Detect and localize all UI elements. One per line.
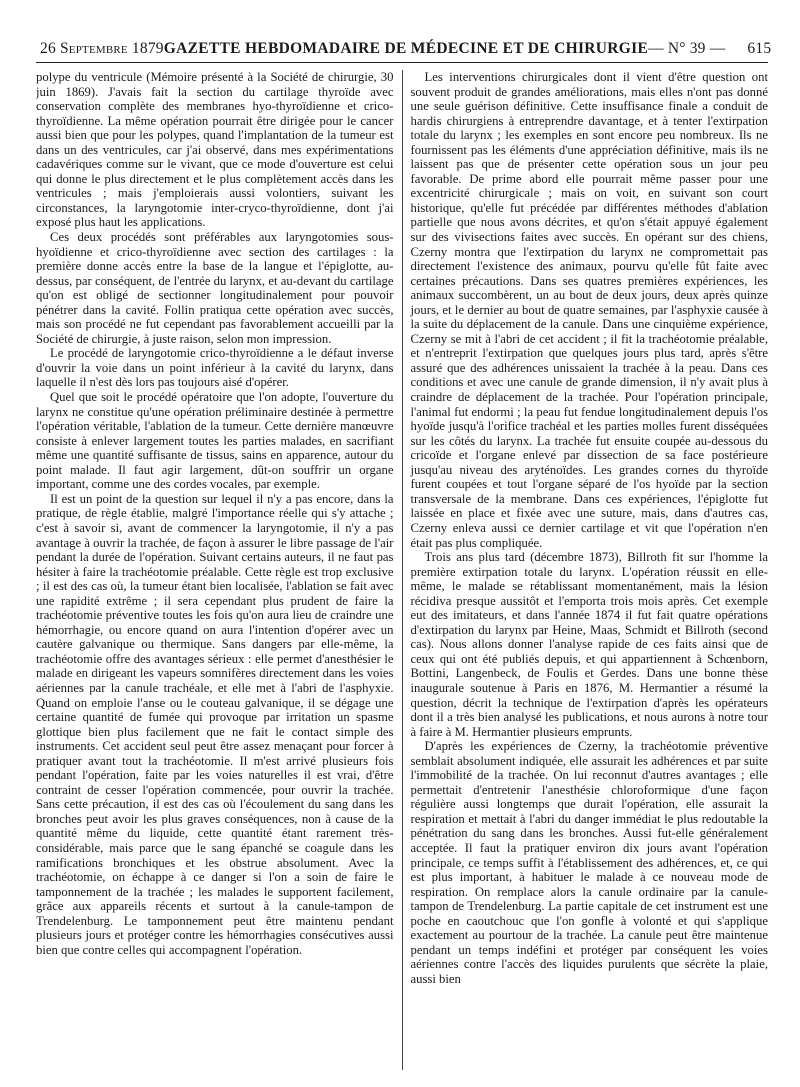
paragraph: Quel que soit le procédé opératoire que l'on adopte, l'ouverture du larynx ne constitue qu'une opération préliminaire destinée à permettre l'opération véritable, l'ablation de la tumeur. Cette dernière manœuvre consiste à enlever largement toutes les parties malades, en sacrifiant même une quantité suffisante de tissus, sains en apparence, autour du point malade. Il faut agir largement, dût-on souffrir un organe important, comme une des cordes vocales, par exemple. <box>36 390 394 492</box>
paragraph: Ces deux procédés sont préférables aux laryngotomies sous-hyoïdienne et crico-thyroïdienne avec section des cartilages : la première donne accès entre la base de la langue et l'épiglotte, au-dessus, par conséquent, de l'entrée du larynx, et au-devant du cartilage qu'on est obligé de sectionner longitudinalement pour pouvoir pénétrer dans la cavité. Follin pratiqua cette opération avec succès, mais son procédé ne fut cependant pas favorablement accueilli par la Société de chirurgie, à juste raison, selon mon impression. <box>36 230 394 346</box>
paragraph: Trois ans plus tard (décembre 1873), Billroth fit sur l'homme la première extirpation totale du larynx. L'opération réussit en elle-même, le malade se rétablissant momentanément, mais la lésion récidiva presque aussitôt et l'emporta trois mois après. Cet exemple eut des imitateurs, et dans l'année 1874 il fut fait quatre opérations d'extirpation du larynx par Heine, Maas, Schmidt et Billroth (second cas). Nous allons donner l'analyse rapide de ces faits ainsi que de ceux qui ont été publiés depuis, et qui appartiennent à Schœnborn, Bottini, Langenbeck, de Foulis et Gerdes. Dans une bonne thèse inaugurale soutenue à Paris en 1876, M. Hermantier a résumé la question, décrit la technique de l'extirpation d'après les opérateurs dont il a très bien analysé les publications, et nous aurons à notre tour à faire à M. Hermantier plusieurs emprunts. <box>410 550 768 739</box>
paragraph: Il est un point de la question sur lequel il n'y a pas encore, dans la pratique, de règle établie, malgré l'importance réelle qui s'y attache ; c'est à savoir si, avant de commencer la laryngotomie, il n'y a pas avantage à ouvrir la trachée, de façon à assurer le libre passage de l'air pendant la durée de l'opération. Suivant certains auteurs, il ne faut pas hésiter à faire la trachéotomie préalable. Cette règle est trop exclusive ; il est des cas où, la tumeur étant bien localisée, l'ablation se fait avec une rapidité extrême ; il sera cependant plus prudent de faire la trachéotomie préventive toutes les fois qu'on aura lieu de craindre une hémorrhagie, ou encore quand on aura l'intention d'opérer avec un cautère galvanique ou thermique. Sans dangers par elle-même, la trachéotomie offre des avantages sérieux : elle permet d'anesthésier le malade en dirigeant les vapeurs somnifères directement dans les voies aériennes par la canule trachéale, et elle met à l'abri de l'asphyxie. Quand on emploie l'anse ou le couteau galvanique, il se dégage une certaine quantité de fumée qui provoque par irritation un spasme glottique bien plus facilement que ne fait le contact simple des instruments. Cet accident seul peut être assez menaçant pour forcer à pratiquer avant tout la trachéotomie. Il m'est arrivé plusieurs fois pendant l'opération, faite par les voies naturelles il est vrai, d'être contraint de cesser l'opération commencée, pour ouvrir la trachée. Sans cette précaution, il est des cas où l'écoulement du sang dans les bronches peut avoir les plus graves conséquences, non à cause de la quantité même du liquide, cette quantité étant rarement très-considérable, mais parce que le sang épanché se coagule dans les ramifications bronchiques et les obstrue absolument. Avec la trachéotomie, on échappe à ce danger si l'on a soin de faire le tamponnement de la trachée ; les malades le supportent facilement, grâce aux appareils récents et surtout à la canule-tampon de Trendelenburg. Le tamponnement peut être maintenu pendant plusieurs jours et protéger contre les hémorrhagies consécutives aussi bien que contre celles qui accompagnent l'opération. <box>36 491 394 957</box>
paragraph: Les interventions chirurgicales dont il vient d'être question ont souvent produit de grandes améliorations, mais elles n'ont pas donné une seule guérison définitive. Cette insuffisance finale a conduit de hardis chirurgiens à entreprendre davantage, et à tenter l'extirpation totale du larynx ; les exemples en sont encore peu nombreux. Ils ne fournissent pas les éléments d'une appréciation définitive, mais ils ne laissent pas que de présenter cette opération sous un jour peu favorable. De prime abord elle pourrait même passer pour une excentricité chirurgicale ; mais on voit, en suivant son court historique, qu'elle fut précédée par différentes méthodes d'ablation partielle que nous avons décrites, et qu'on s'était appuyé également sur des vivisections faites avec succès. En opérant sur des chiens, Czerny montra que l'extirpation du larynx ne compromettait pas directement l'existence des animaux, pourvu qu'elle fût faite avec certaines précautions. Dans ses quatres premières expériences, les animaux succombèrent, un au bout de deux jours, deux après quinze jours, et le dernier au bout de quatre semaines, par l'asphyxie causée à la suite du déplacement de la canule. Dans une cinquième expérience, Czerny se mit à l'abri de cet accident ; il fit la trachéotomie préalable, et n'entreprit l'extirpation que quelques jours plus tard, après s'être assuré que des adhérences unissaient la trachée à la peau. Dans ces conditions et avec une canule de grande dimension, il n'y avait plus à craindre de déplacement de la trachée. Pour l'opération principale, l'animal fut endormi ; la peau fut fendue longitudinalement depuis l'os hyoïde jusqu'à l'orifice trachéal et les parties molles furent disséquées sur les côtés du larynx. La trachée fut ensuite coupée au-dessous du cricoïde et l'organe enlevé par dissection de sa face postérieure jusqu'au niveau des aryténoïdes. Les grandes cornes du thyroïde furent coupées et tout l'organe séparé de l'os hyoïde par la section transversale de la membrane. Dans ces expériences, l'épiglotte fut laissée en place et fixée avec une suture, mais, dans d'autres cas, Czerny enleva aussi ce dernier cartilage et vit que l'opération n'en était pas plus compliquée. <box>410 70 768 550</box>
issue-number: — N° 39 — <box>648 40 726 57</box>
running-header <box>36 40 772 63</box>
right-column <box>402 70 769 1070</box>
text-columns <box>36 70 768 1070</box>
paragraph: polype du ventricule (Mémoire présenté à la Société de chirurgie, 30 juin 1869). J'avais fait la section du cartilage thyroïde avec conservation complète des membranes hyo-thyroïdienne et crico-thyroïdienne. La même opération pourrait être dirigée pour le cancer aussi bien que pour les polypes, quand l'implantation de la tumeur est dans un des ventricules, car j'ai observé, dans mes expérimentations cadavériques comme sur le vivant, que ce mode d'ouverture est celui qui donne le plus directement et le plus complètement accès dans les ventricules ; mais j'emploierais aussi volontiers, suivant les circonstances, la laryngotomie inter-cryco-thyroïdienne, dont j'ai exposé plus haut les applications. <box>36 70 394 230</box>
left-column <box>36 70 402 1070</box>
paragraph: D'après les expériences de Czerny, la trachéotomie préventive semblait absolument indiquée, elle assurait les adhérences et par suite l'immobilité de la trachée. On lui reconnut d'autres avantages ; elle permettait d'entretenir l'anesthésie chloroformique d'une façon régulière aussi longtemps que durait l'opération, elle assurait la respiration et mettait à l'abri du danger immédiat le plus redoutable la pénétration du sang dans les bronches. Aussi fut-elle généralement acceptée. Il faut la pratiquer environ dix jours avant l'opération principale, ce temps suffit à l'établissement des adhérences, et, ce qui est plus important, à habituer le malade à ce nouveau mode de respiration. On remplace alors la canule ordinaire par la canule-tampon de Trendelenburg. La partie capitale de cet instrument est une poche en caoutchouc que l'on gonfle à volonté et qui s'applique exactement au pourtour de la trachée. La canule peut être maintenue pendant un temps indéfini et protéger par conséquent les voies aériennes contre l'accès des liquides purulents que sécrète la plaie, aussi bien <box>410 739 768 986</box>
page-number: 615 <box>747 40 772 57</box>
journal-page <box>36 40 772 1070</box>
journal-title: GAZETTE HEBDOMADAIRE DE MÉDECINE ET DE CHIRURGIE <box>163 40 649 57</box>
paragraph: Le procédé de laryngotomie crico-thyroïdienne a le défaut inverse d'ouvrir la voie dans un point inférieur à la cavité du larynx, dans laquelle il n'est dès lors pas toujours aisé d'opérer. <box>36 346 394 390</box>
header-date: 26 Septembre 1879 <box>40 40 164 57</box>
